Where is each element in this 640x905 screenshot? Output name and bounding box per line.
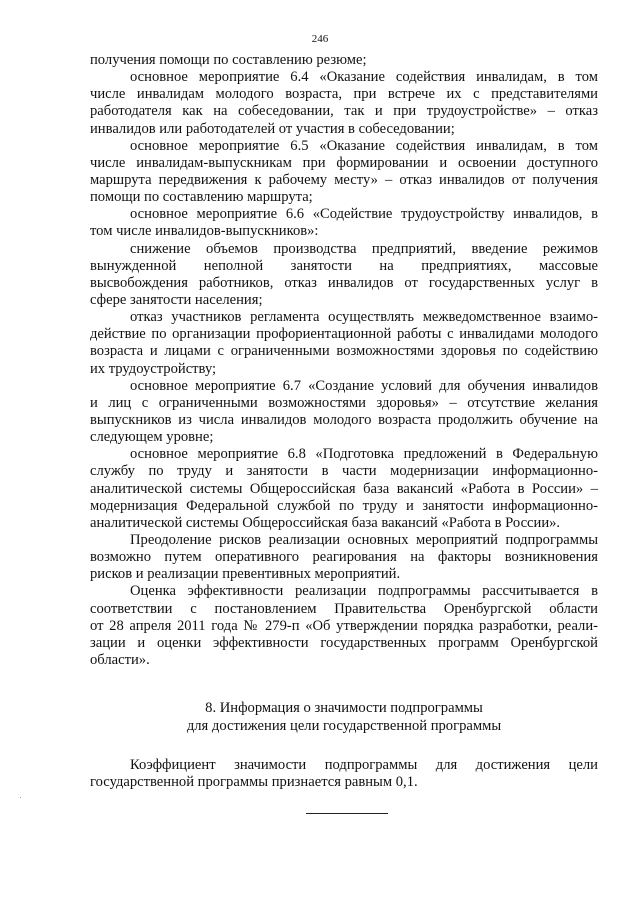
text-line: получения помощи по составлению резюме;	[90, 52, 367, 68]
text-line: работодателя как на собеседовании, так и при трудоустройстве» – отказ	[90, 103, 598, 120]
text-line: маршрута передвижения к рабочему месту» – отказ инвалидов от получения	[90, 171, 598, 188]
text-line: соответствии с постановлением Правительства Оренбургской области	[90, 600, 598, 617]
text-line: следующем уровне;	[90, 429, 214, 446]
closing-line-2: государственной программы признается равным 0,1.	[90, 774, 418, 791]
text-line: снижение объемов производства предприятий, введение режимов	[130, 240, 598, 257]
text-line: их трудоустройству;	[90, 360, 217, 377]
text-line: основное мероприятие 6.8 «Подготовка предложений в Федеральную	[130, 446, 598, 463]
text-line: зации и оценки эффективности государственных программ Оренбургской	[90, 634, 598, 651]
text-line: аналитической системы Общероссийская база вакансий «Работа в России» –	[90, 480, 598, 497]
page-number: 246	[311, 33, 329, 45]
text-line: действие по организации профориентационной работы с инвалидами молодого	[90, 326, 598, 343]
text-line: службу по труду и занятости в части модернизации информационно-	[90, 463, 598, 480]
text-line: основное мероприятие 6.5 «Оказание содействия инвалидам, в том	[130, 137, 598, 154]
text-line: вынужденной неполной занятости на предприятиях, массовые	[90, 257, 598, 274]
text-line: основное мероприятие 6.4 «Оказание содействия инвалидам, в том	[130, 69, 598, 86]
text-line: числе инвалидам молодого возраста, при встрече их с представителями	[90, 86, 598, 103]
closing-line-1: Коэффициент значимости подпрограммы для достижения цели	[130, 757, 598, 774]
text-line: выпускников из числа инвалидов молодого возраста продолжить обучение на	[90, 411, 598, 428]
section-heading-line-1: 8. Информация о значимости подпрограммы	[205, 700, 483, 717]
text-line: от 28 апреля 2011 года № 279-п «Об утверждении порядка разработки, реали-	[90, 617, 598, 634]
text-line: возможно путем оперативного реагирования на факторы возникновения	[90, 549, 598, 566]
text-line: высвобождения работников, отказ инвалидов от государственных услуг в	[90, 274, 598, 291]
section-heading-line-2: для достижения цели государственной программы	[186, 718, 502, 735]
end-rule	[306, 813, 388, 814]
text-line: сфере занятости населения;	[90, 291, 263, 308]
body-text	[90, 52, 598, 669]
text-line: и лиц с ограниченными возможностями здоровья» – отсутствие желания	[90, 394, 598, 411]
text-line: основное мероприятие 6.6 «Содействие трудоустройству инвалидов, в	[130, 206, 598, 223]
page-body	[90, 52, 598, 791]
margin-mark	[20, 797, 21, 798]
text-line: Преодоление рисков реализации основных мероприятий подпрограммы	[130, 531, 598, 548]
text-line: отказ участников регламента осуществлять межведомственное взаимо-	[130, 309, 598, 326]
text-line: том числе инвалидов-выпускников»:	[90, 223, 319, 240]
section-heading	[90, 699, 598, 735]
text-line: рисков и реализации превентивных мероприятий.	[90, 566, 401, 583]
text-line: аналитической системы Общероссийская база вакансий «Работа в России».	[90, 514, 561, 531]
text-line: числе инвалидам-выпускникам при формировании и освоении доступного	[90, 154, 598, 171]
text-line: основное мероприятие 6.7 «Создание условий для обучения инвалидов	[130, 377, 598, 394]
text-line: области».	[90, 651, 150, 668]
text-line: Оценка эффективности реализации подпрограммы рассчитывается в	[130, 583, 598, 600]
text-line: помощи по составлению маршрута;	[90, 189, 313, 206]
closing-paragraph	[90, 757, 598, 791]
text-line: возраста и лицами с ограниченными возможностями здоровья по содействию	[90, 343, 598, 360]
text-line: инвалидов или работодателей от участия в собеседовании;	[90, 120, 455, 137]
text-line: модернизация Федеральной службой по труду и занятости информационно-	[90, 497, 598, 514]
